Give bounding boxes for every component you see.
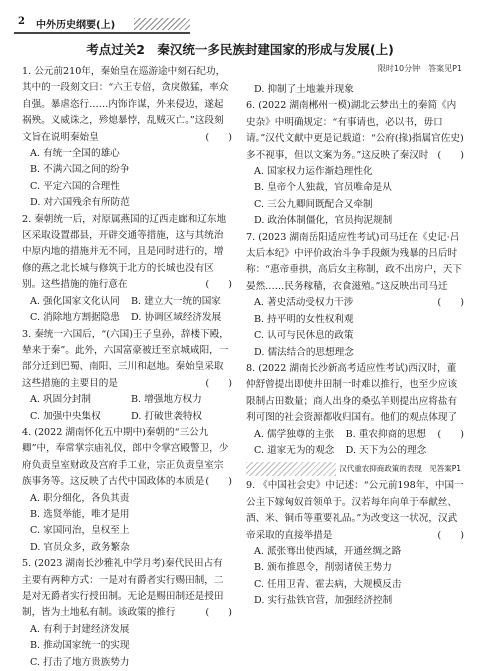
time-limit-note: 限时10分钟 答案见P1	[377, 64, 462, 73]
answer-option: A. 儒学独尊的主张	[254, 428, 335, 440]
answer-option: B. 颁布推恩令，削弱诸侯王势力	[254, 562, 392, 574]
answer-blank: ( )	[205, 131, 232, 143]
answer-option: D. 抑制了土地兼并现象	[254, 84, 354, 95]
answer-option: C. 家国同治，皇权至上	[30, 525, 130, 537]
answer-option: A. 强化国家文化认同	[30, 295, 120, 307]
question-stem	[22, 64, 232, 146]
answer-blank: ( )	[437, 529, 464, 541]
answer-option: A. 有利于封建经济发展	[30, 623, 130, 635]
answer-option: B. 推动国家统一的实现	[30, 640, 130, 652]
answer-option: D. 对六国残余有所防范	[30, 197, 130, 209]
answer-option: B. 重农抑商的思想	[345, 428, 426, 440]
book-title: 中外历史纲要(上)	[36, 20, 116, 31]
question-q3	[22, 327, 232, 425]
answer-option: C. 认可与民休息的政策	[254, 330, 354, 342]
answer-option: C. 打击了地方贵族势力	[30, 656, 130, 668]
answer-option: D. 儒法结合的思想理念	[254, 346, 354, 358]
question-text: 1. 公元前210年，秦始皇在巡游途中刻石纪功，其中的一段刻文曰：“六王专倍，贪戾傲猛，率众自强。暴虐恣行……内饰诈谋，外来侵边，遂起祸殃。义威诛之，殄熄暴悖，乱贼灭亡。”这段刻文旨在说明秦始皇	[22, 66, 229, 143]
answer-option: A. 职分细化，各负其责	[30, 492, 130, 504]
question-text: 6. (2022 湖南郴州一模)湖北云梦出土的秦简《内史杂》中明确规定：“有事请也，必以书，毋口请。”汉代文献中更是记载道：“公府(掾)指属官佐史)多不视事，但以文案为务。”这反映了秦汉时	[246, 100, 464, 161]
answer-option: C. 消除地方割据隐患	[30, 312, 120, 324]
right-column	[246, 82, 464, 610]
answer-blank: ( )	[205, 476, 232, 488]
answer-option: C. 三公九卿间既配合又牵制	[254, 198, 373, 210]
question-q6	[246, 98, 464, 229]
answer-option: A. 派张骞出使西域，开通丝绸之路	[254, 545, 402, 557]
divider-label: 汉代重农抑商政策的表现 见答案P1	[336, 462, 464, 476]
answer-option: A. 国家权力运作渐趋理性化	[254, 166, 373, 178]
answer-blank: ( )	[437, 149, 464, 161]
answer-option: B. 建立大一统的国家	[131, 295, 221, 307]
question-text: 4. (2022 湖南怀化五中期中)秦朝的“三公九卿”中，奉常掌宗庙礼仪，郎中令掌宫殿警卫，少府负责皇室财政及宫府手工业，宗正负责皇室宗族事务等。这反映了古代中国政体的本质是	[22, 426, 229, 488]
answer-option: B. 不满六国之间的纷争	[30, 164, 130, 176]
question-stem	[22, 425, 232, 491]
answer-option: D. 打破世袭特权	[131, 410, 203, 422]
answer-blank: ( )	[205, 607, 232, 619]
answer-option: B. 皇帝个人独裁，官员唯命是从	[254, 182, 392, 194]
question-stem	[22, 212, 232, 294]
answer-blank: ( )	[205, 279, 232, 291]
question-text: 8. (2022 湖南长沙新高考适应性考试)西汉时，董仲舒曾提出即使井田制一时难以推行，也至少应该限制占田数量；商人出身的桑弘羊则提出应将盐有利可图的社会资源都收归国有。他们的观点体现了	[246, 362, 458, 424]
answer-option: C. 道家无为的观念	[254, 444, 335, 456]
left-column	[22, 64, 232, 671]
question-stem	[246, 478, 464, 544]
question-stem	[22, 556, 232, 622]
answer-option: D. 政治体制僵化，官员拘泥规制	[254, 215, 393, 227]
answer-option: B. 选贤举能，唯才是用	[30, 508, 130, 520]
answer-option: D. 官员众多，政务繁杂	[30, 541, 130, 553]
answer-option: C. 任用卫青、霍去病，大规模反击	[254, 578, 402, 590]
answer-option: D. 协调区域经济发展	[131, 312, 222, 324]
answer-blank: ( )	[205, 377, 232, 389]
page-number: 2	[18, 16, 25, 27]
answer-option: A. 有统一全国的雄心	[30, 148, 120, 160]
answer-option: C. 加强中央集权	[30, 410, 101, 422]
answer-option: B. 持平明的女性权利观	[254, 313, 354, 325]
question-q8	[246, 361, 464, 459]
question-q1	[22, 64, 232, 212]
question-q7	[246, 230, 464, 361]
answer-option: D. 实行盐铁官营，加强经济控制	[254, 595, 393, 607]
answer-blank: ( )	[437, 297, 464, 309]
answer-option: C. 平定六国的合理性	[30, 180, 120, 192]
page-header	[14, 14, 190, 34]
section-title: 考点过关2 秦汉统一多民族封建国家的形成与发展(上)	[86, 42, 394, 57]
answer-blank: ( )	[437, 428, 464, 440]
question-q5d	[246, 82, 464, 98]
question-text: 9. 《中国社会史》中记述：“公元前198年，中国一公主下嫁匈奴首领单于。汉若每年向单于奉献丝、酒、米、铜币等重要礼品。”为改变这一状况，汉武帝采取的直接举措是	[246, 480, 464, 541]
question-q9	[246, 478, 464, 609]
question-text: 5. (2023 湖南长沙雅礼中学月考)秦代民田占有主要有两种方式：一是对有爵者实行赐田制，二是对无爵者实行授田制。无论是赐田制还是授田制，皆为土地私有制。该政策的推行	[22, 558, 224, 619]
question-q5	[22, 556, 232, 671]
answer-option: A. 巩固分封制	[30, 394, 91, 406]
question-text: 7. (2023 湖南岳阳适应性考试)司马迁在《史记·吕太后本纪》中评价政治斗争手段颇为残暴的吕后时称：“惠帝垂拱，高后女主称制，政不出房户，天下晏然……民务稼穑，衣食滋殖。”这反映出司马迁	[246, 231, 462, 292]
section-divider	[246, 462, 464, 476]
question-text: 3. 秦统一六国后，“(六国)王子皇孙，辞楼下殿，辇来于秦”。此外，六国富豪被迁至京城咸阳，一部分迁到巴蜀、南阳、三川和赵地。秦始皇采取这些措施的主要目的是	[22, 328, 229, 389]
header-decoration	[134, 18, 190, 30]
answer-option: B. 增强地方权力	[131, 394, 202, 406]
question-q2	[22, 212, 232, 327]
question-stem	[246, 98, 464, 164]
answer-option: D. 天下为公的理念	[345, 444, 427, 456]
answer-option: A. 著史活动受权力干涉	[254, 297, 354, 309]
question-text: 2. 秦朝统一后，对原属燕国的辽西走廊和辽东地区采取设置郡县，开辟交通等措施，这与其统治中原内地的措施并无不同，且是同时进行的，增修的燕之北长城与修筑于北方的长城也没有区别。这些措施的施行意在	[22, 213, 227, 291]
question-q4	[22, 425, 232, 556]
question-stem	[22, 327, 232, 393]
